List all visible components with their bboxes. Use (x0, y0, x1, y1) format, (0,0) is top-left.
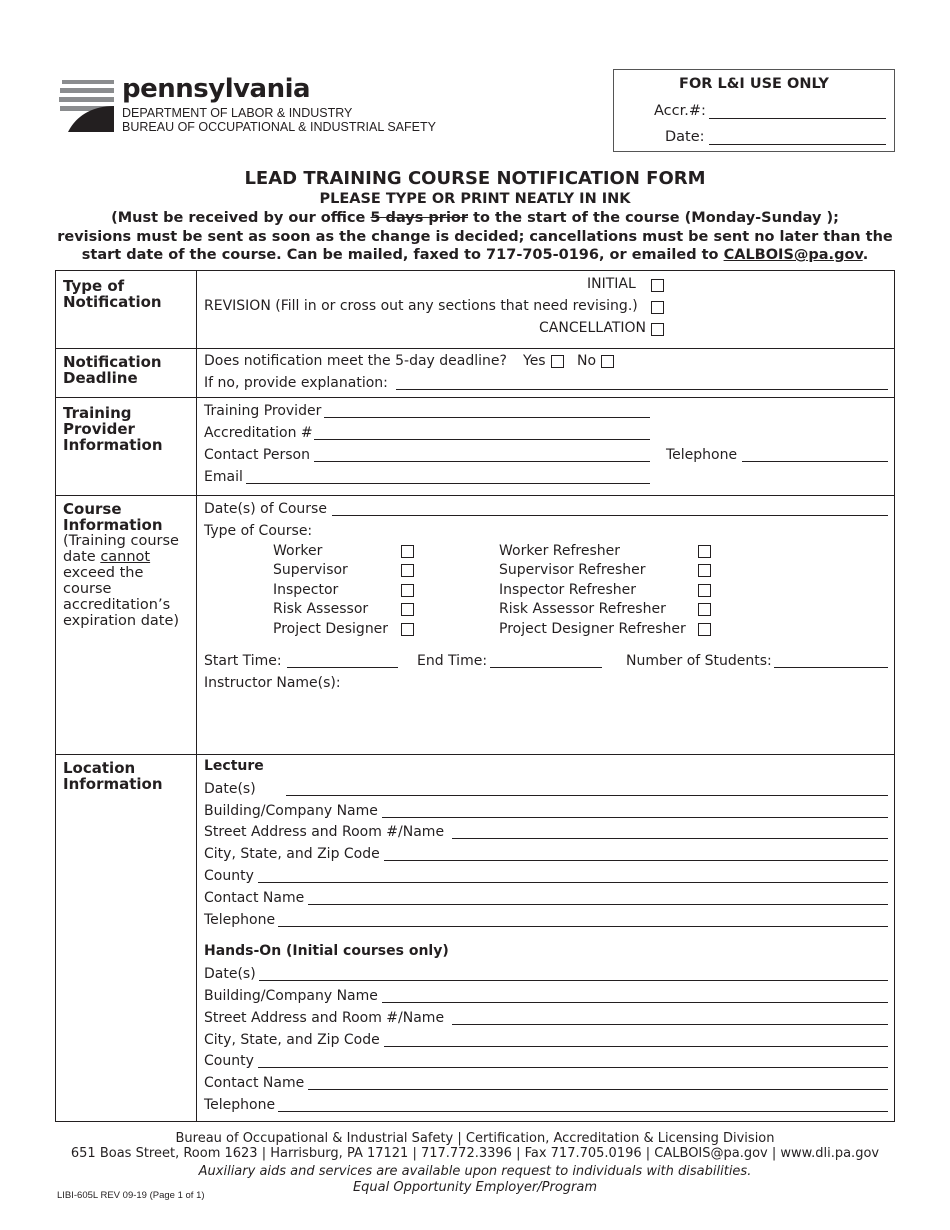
end-time-label: End Time: (417, 653, 488, 669)
inspector-refresher-checkbox[interactable] (698, 584, 711, 597)
accr-field[interactable] (709, 118, 886, 119)
handson-county-field[interactable] (258, 1067, 888, 1068)
instr-email-link[interactable]: CALBOIS@pa.gov (723, 247, 863, 263)
accreditation-field[interactable] (314, 439, 650, 440)
note-cannot: cannot (100, 549, 151, 565)
project-designer-checkbox[interactable] (401, 623, 414, 636)
course-type-supervisor-refresher: Supervisor Refresher (499, 562, 646, 578)
lecture-building-label: Building/Company Name (204, 803, 378, 819)
lecture-heading: Lecture (204, 758, 264, 774)
no-checkbox[interactable] (601, 355, 614, 368)
inspector-checkbox[interactable] (401, 584, 414, 597)
contact-person-field[interactable] (314, 461, 650, 462)
date-label: Date: (665, 129, 705, 145)
accr-label: Accr.#: (654, 103, 706, 119)
course-type-worker: Worker (273, 543, 323, 559)
handson-telephone-label: Telephone (204, 1097, 276, 1113)
handson-street-label: Street Address and Room #/Name (204, 1010, 445, 1026)
brand-name: pennsylvania (122, 74, 311, 104)
handson-county-label: County (204, 1053, 254, 1069)
lecture-building-field[interactable] (382, 817, 888, 818)
handson-building-field[interactable] (382, 1002, 888, 1003)
num-students-label: Number of Students: (626, 653, 772, 669)
lecture-contact-label: Contact Name (204, 890, 305, 906)
course-type-project-designer: Project Designer (273, 621, 389, 637)
accreditation-label: Accreditation # (204, 425, 313, 441)
start-time-label: Start Time: (204, 653, 282, 669)
instr-period: . (862, 247, 869, 263)
end-time-field[interactable] (490, 667, 602, 668)
pennsylvania-keystone-logo (58, 76, 118, 134)
row-divider (56, 754, 894, 755)
lecture-telephone-field[interactable] (278, 926, 888, 927)
note-part-a: (Training course date (63, 533, 179, 565)
lecture-street-field[interactable] (452, 838, 888, 839)
handson-dates-field[interactable] (259, 980, 888, 981)
course-type-label: Type of Course: (204, 523, 313, 539)
num-students-field[interactable] (774, 667, 888, 668)
revision-label: REVISION (Fill in or cross out any sections that need revising.) (204, 298, 638, 314)
deadline-question: Does notification meet the 5-day deadline? (204, 353, 507, 369)
lecture-county-label: County (204, 868, 254, 884)
lecture-county-field[interactable] (258, 882, 888, 883)
email-field[interactable] (246, 483, 650, 484)
risk-assessor-refresher-checkbox[interactable] (698, 603, 711, 616)
footer-eeo: Equal Opportunity Employer/Program (352, 1180, 598, 1195)
location-info-label: Location Information (63, 759, 163, 793)
telephone-label: Telephone (666, 447, 738, 463)
course-info-note (63, 533, 193, 629)
email-label: Email (204, 469, 243, 485)
notification-form (55, 270, 895, 1122)
initial-label: INITIAL (587, 276, 636, 292)
course-type-inspector: Inspector (273, 582, 339, 598)
course-type-risk-assessor-refresher: Risk Assessor Refresher (499, 601, 666, 617)
yes-checkbox[interactable] (551, 355, 564, 368)
footer-address: 651 Boas Street, Room 1623 | Harrisburg, PA 17121 | 717.772.3396 | Fax 717.705.0196 | CALBOIS@pa.gov | www.dli.pa.gov (70, 1146, 880, 1161)
supervisor-refresher-checkbox[interactable] (698, 564, 711, 577)
worker-checkbox[interactable] (401, 545, 414, 558)
instructors-label: Instructor Name(s): (204, 675, 341, 691)
supervisor-checkbox[interactable] (401, 564, 414, 577)
worker-refresher-checkbox[interactable] (698, 545, 711, 558)
initial-checkbox[interactable] (651, 279, 664, 292)
lecture-dates-field[interactable] (286, 795, 888, 796)
handson-heading: Hands-On (Initial courses only) (204, 943, 449, 959)
course-type-risk-assessor: Risk Assessor (273, 601, 369, 617)
form-subtitle: PLEASE TYPE OR PRINT NEATLY IN INK (319, 191, 631, 207)
dept-line-2: BUREAU OF OCCUPATIONAL & INDUSTRIAL SAFETY (122, 120, 436, 134)
explanation-label: If no, provide explanation: (204, 375, 388, 391)
handson-contact-label: Contact Name (204, 1075, 305, 1091)
course-dates-label: Date(s) of Course (204, 501, 327, 517)
office-use-title: FOR L&I USE ONLY (679, 76, 829, 92)
column-divider (196, 271, 197, 1121)
lecture-city-field[interactable] (384, 860, 888, 861)
form-id: LIBI-605L REV 09-19 (Page 1 of 1) (57, 1190, 205, 1201)
lecture-telephone-label: Telephone (204, 912, 276, 928)
provider-label: Training Provider (204, 403, 322, 419)
footer-accessibility: Auxiliary aids and services are available upon request to individuals with disabilities. (198, 1164, 752, 1179)
contact-person-label: Contact Person (204, 447, 310, 463)
footer-division: Bureau of Occupational & Industrial Safety | Certification, Accreditation & Licensing Division (175, 1131, 775, 1146)
instr-part-a: (Must be received by our office (111, 210, 371, 226)
lecture-city-label: City, State, and Zip Code (204, 846, 380, 862)
training-provider-label: Training Provider Information (63, 404, 163, 454)
start-time-field[interactable] (287, 667, 398, 668)
date-field[interactable] (709, 144, 886, 145)
instr-deadline: 5 days prior (370, 210, 469, 226)
course-info-section (63, 501, 193, 629)
course-info-label: Course Information (63, 500, 163, 534)
handson-city-field[interactable] (384, 1046, 888, 1047)
handson-dates-label: Date(s) (204, 966, 256, 982)
provider-field[interactable] (324, 417, 650, 418)
department-name (122, 106, 436, 134)
risk-assessor-checkbox[interactable] (401, 603, 414, 616)
type-of-notification-label: Type of Notification (63, 277, 162, 311)
instr-part-b: to the start of the course (Monday-Sunday ); (468, 210, 839, 226)
form-title: LEAD TRAINING COURSE NOTIFICATION FORM (244, 168, 706, 189)
lecture-contact-field[interactable] (308, 904, 888, 905)
notification-deadline-label: Notification Deadline (63, 353, 162, 387)
course-type-supervisor: Supervisor (273, 562, 348, 578)
handson-street-field[interactable] (452, 1024, 888, 1025)
explanation-field[interactable] (396, 389, 888, 390)
note-part-b: exceed the course accreditation’s expiration date) (63, 565, 180, 629)
revision-checkbox[interactable] (651, 301, 664, 314)
cancellation-checkbox[interactable] (651, 323, 664, 336)
course-type-worker-refresher: Worker Refresher (499, 543, 621, 559)
row-divider (56, 348, 894, 349)
form-instructions (40, 209, 910, 265)
dept-line-1: DEPARTMENT OF LABOR & INDUSTRY (122, 106, 353, 120)
handson-city-label: City, State, and Zip Code (204, 1032, 380, 1048)
project-designer-refresher-checkbox[interactable] (698, 623, 711, 636)
instr-line-3: start date of the course. Can be mailed, faxed to 717-705-0196, or emailed to (81, 247, 724, 263)
handson-building-label: Building/Company Name (204, 988, 378, 1004)
handson-telephone-field[interactable] (278, 1111, 888, 1112)
course-type-project-designer-refresher: Project Designer Refresher (499, 621, 686, 637)
instr-line-2: revisions must be sent as soon as the change is decided; cancellations must be sent no later than the (57, 228, 893, 245)
lecture-street-label: Street Address and Room #/Name (204, 824, 445, 840)
row-divider (56, 495, 894, 496)
course-type-inspector-refresher: Inspector Refresher (499, 582, 636, 598)
cancellation-label: CANCELLATION (539, 320, 647, 336)
office-use-box (613, 69, 895, 152)
course-dates-field[interactable] (332, 515, 888, 516)
row-divider (56, 397, 894, 398)
handson-contact-field[interactable] (308, 1089, 888, 1090)
yes-label: Yes (523, 353, 546, 369)
telephone-field[interactable] (742, 461, 888, 462)
no-label: No (577, 353, 597, 369)
lecture-dates-label: Date(s) (204, 781, 256, 797)
